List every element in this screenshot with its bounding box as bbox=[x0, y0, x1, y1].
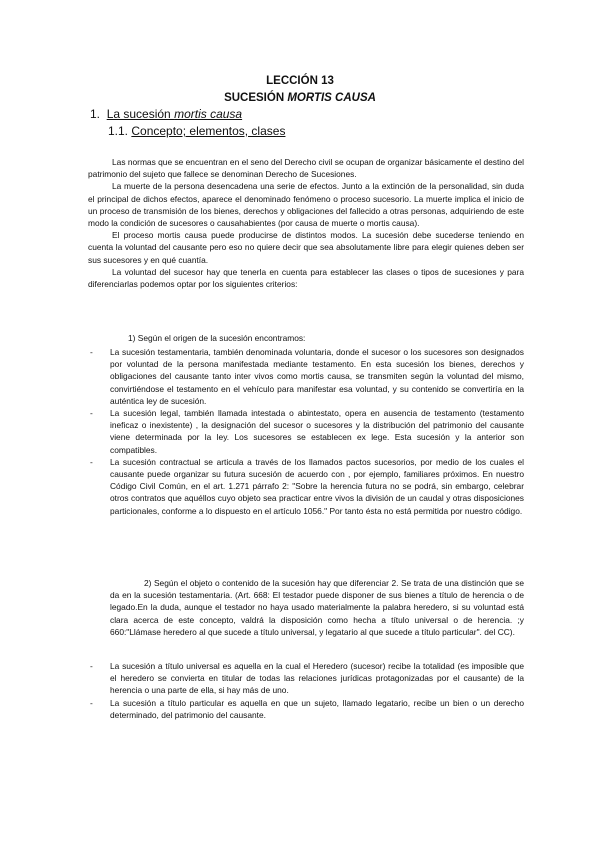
bullet-dash: - bbox=[90, 347, 93, 357]
list-item-text: La sucesión a título universal es aquella en la cual el Heredero (sucesor) recibe la totalidad (es imposible que el heredero se convierta en titular de todas las relaciones jurídicas protagonizadas por el causante) de la herencia o una parte de ella, si hay más de uno. bbox=[110, 661, 524, 696]
paragraph: 2) Según el objeto o contenido de la sucesión hay que diferenciar 2. Se trata de una distinción que se da en la sucesión testamentaria. (Art. 668: El testador puede disponer de sus bienes a título de herencia o de legado.En la duda, aunque el testador no haya usado materialmente la palabra heredero, si su voluntad está clara acerca de este concepto, valdrá la disposición como hecha a título universal o de herencia. ;y 660:"Llámase heredero al que sucede a título universal, y legatario al que sucede a título particular". del CC). bbox=[110, 578, 524, 637]
paragraph: La muerte de la persona desencadena una serie de efectos. Junto a la extinción de la personalidad, sin duda el principal de dichos efectos, aparece el denominado fenómeno o proceso sucesorio. La muerte implica el inicio de un proceso de transmisión de los bienes, derechos y obligaciones del fallecido a otras personas, adquiriendo de este modo la condición de sucesores o causahabientes (por causa de muerte o mortis causa). bbox=[88, 181, 524, 229]
origin-list bbox=[88, 346, 524, 517]
list-item bbox=[88, 407, 524, 456]
list-item bbox=[88, 660, 524, 697]
list-item-text: La sucesión a título particular es aquella en que un sujeto, llamado legatario, recibe un bien o un derecho determinado, del patrimonio del causante. bbox=[110, 697, 524, 720]
subsection-label: Concepto; elementos, clases bbox=[131, 124, 286, 138]
object-list bbox=[88, 660, 524, 721]
lesson-title bbox=[0, 90, 600, 106]
section-number: 1. bbox=[90, 107, 101, 121]
title-italic: MORTIS CAUSA bbox=[287, 92, 376, 104]
lesson-number bbox=[0, 73, 600, 89]
list-item bbox=[88, 346, 524, 407]
list-item bbox=[88, 697, 524, 721]
intro-text bbox=[88, 156, 524, 290]
list-item bbox=[88, 456, 524, 517]
bullet-dash: - bbox=[90, 661, 93, 671]
paragraph: Las normas que se encuentran en el seno del Derecho civil se ocupan de organizar básicamente el destino del patrimonio del sujeto que fallece se denominan Derecho de Sucesiones. bbox=[88, 157, 524, 180]
list-item-text: La sucesión contractual se articula a través de los llamados pactos sucesorios, por medio de los cuales el causante puede organizar su futura sucesión de acuerdo con , por ejemplo, familiares próximos. En nuestro Código Civil Común, en el art. 1.271 párrafo 2: "Sobre la herencia futura no se podrá, sin embargo, celebrar otros contratos que aquéllos cuyo objeto sea practicar entre vivos la división de un caudal y otras disposiciones particionales, conforme a lo dispuesto en el artículo 1056." Por tanto ésta no está permitida por nuestro código. bbox=[110, 456, 524, 516]
section-heading-1-1 bbox=[108, 123, 285, 139]
criterion-2 bbox=[110, 577, 524, 638]
subsection-number: 1.1. bbox=[108, 124, 129, 138]
section-heading-1 bbox=[90, 106, 242, 122]
paragraph: La voluntad del sucesor hay que tenerla en cuenta para establecer las clases o tipos de sucesiones y para diferenciarlas podemos optar por los siguientes criterios: bbox=[88, 266, 524, 290]
bullet-dash: - bbox=[90, 408, 93, 419]
bullet-dash: - bbox=[90, 697, 93, 708]
section-label-italic: mortis causa bbox=[174, 107, 243, 121]
title-prefix: SUCESIÓN bbox=[224, 92, 288, 104]
bullet-dash: - bbox=[90, 456, 93, 467]
list-item-text: La sucesión testamentaria, también denominada voluntaria, donde el sucesor o los sucesores son designados por voluntad de la persona manifestada mediante testamento. En esta sucesión los bienes, derechos y obligaciones del causante tanto inter vivos como mortis causa, se transmiten según la voluntad del mismo, convirtiéndose el testamento en el vehículo para manifestar esa voluntad, y su contenido se convertiría en la auténtica ley de sucesión. bbox=[110, 347, 524, 406]
criterion-1: 1) Según el origen de la sucesión encontramos: bbox=[128, 333, 306, 343]
paragraph: El proceso mortis causa puede producirse de distintos modos. La sucesión debe sucederse teniendo en cuenta la voluntad del causante pero eso no quiere decir que sea absolutamente libre para elegir quienes deben ser sus sucesores y en qué cuantía. bbox=[88, 230, 524, 265]
lesson-label: LECCIÓN 13 bbox=[266, 75, 334, 87]
section-label: La sucesión bbox=[106, 107, 175, 121]
list-item-text: La sucesión legal, también llamada intestada o abintestato, opera en ausencia de testamento (testamento ineficaz o inexistente) , la designación del sucesor o sucesores y la distribución del patrimonio del causante viene determinada por la ley. Los sucesores se establecen ex lege. Esta sucesión y la anterior son compatibles. bbox=[110, 408, 524, 455]
